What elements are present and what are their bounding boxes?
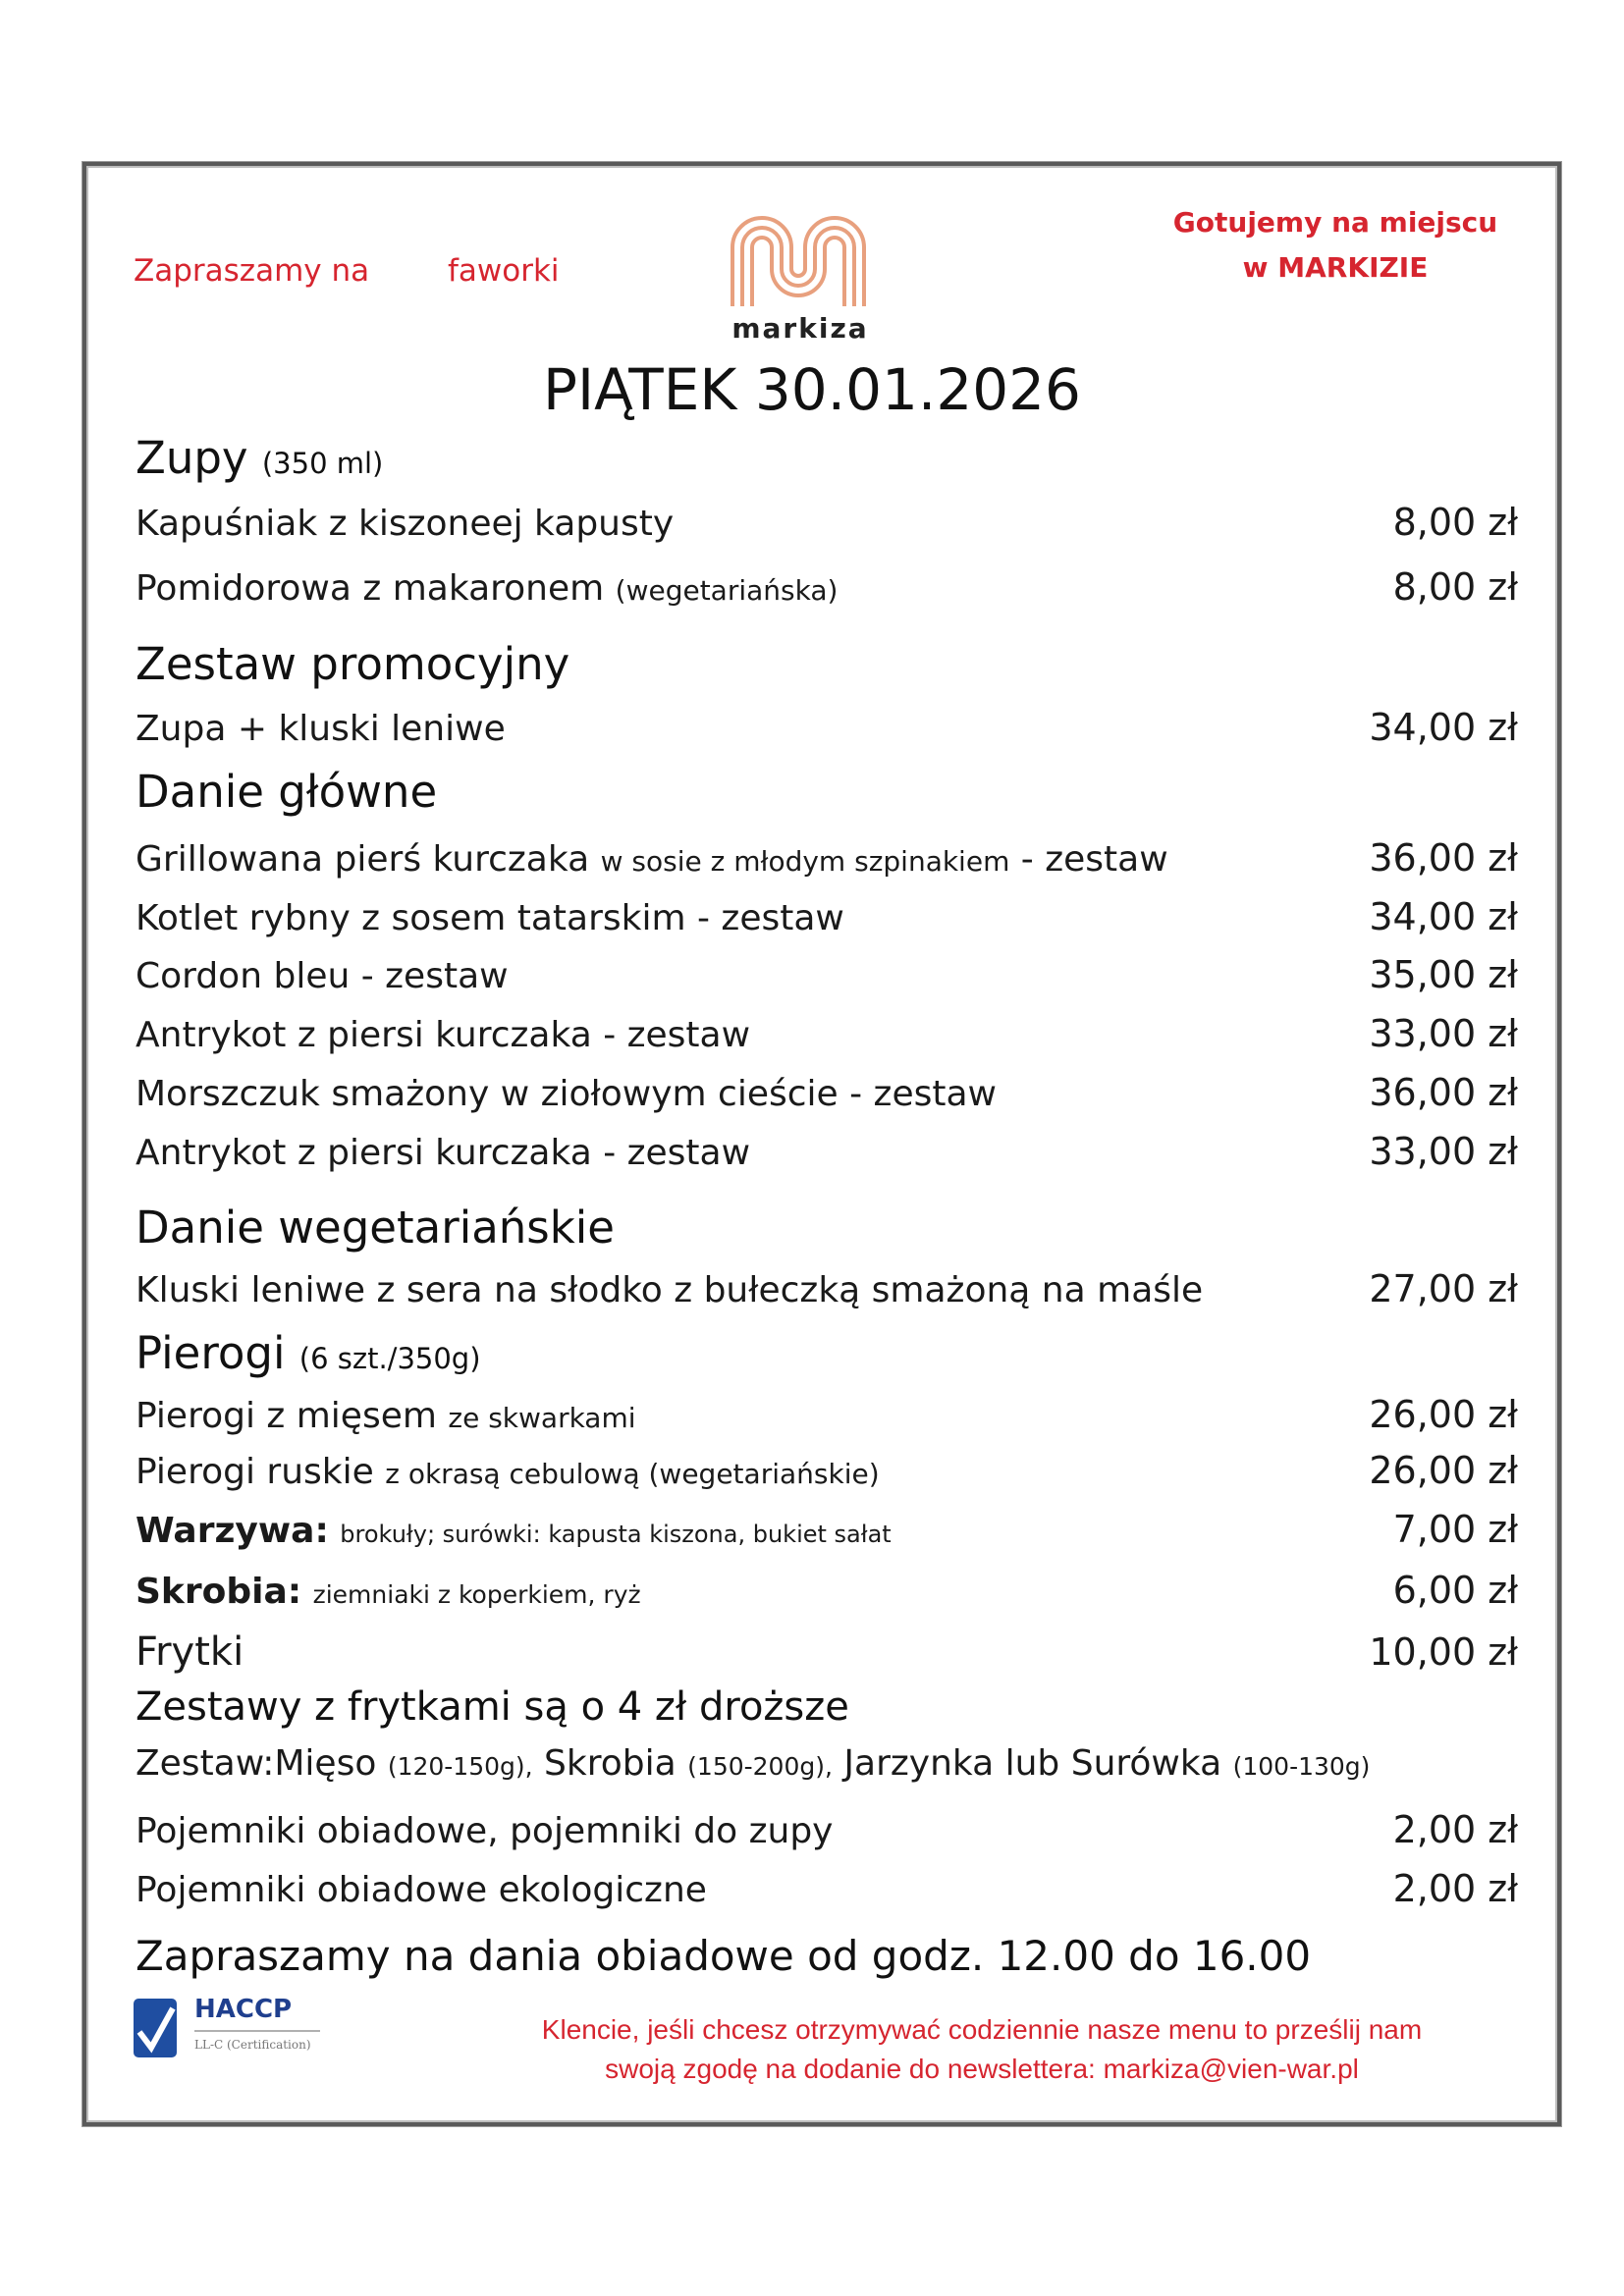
item-detail: brokuły; surówki: kapusta kiszona, bukiet sałat bbox=[340, 1521, 892, 1548]
item-price: 6,00 zł bbox=[1392, 1569, 1518, 1612]
heading-label: Zupy bbox=[135, 432, 248, 484]
item-name bbox=[135, 1452, 880, 1492]
promo-item-text: faworki bbox=[448, 253, 560, 289]
item-detail: w sosie z młodym szpinakiem bbox=[600, 845, 1010, 878]
heading-note: (6 szt./350g) bbox=[298, 1342, 481, 1375]
menu-item bbox=[135, 1130, 1518, 1179]
menu-item bbox=[135, 565, 1518, 614]
set-meat-weight: (120-150g), bbox=[387, 1752, 533, 1781]
item-detail: ziemniaki z koperkiem, ryż bbox=[312, 1580, 641, 1609]
item-name bbox=[135, 839, 1168, 880]
promo-right-line2: w MARKIZIE bbox=[1242, 251, 1429, 284]
item-price: 36,00 zł bbox=[1369, 836, 1518, 880]
menu-item bbox=[135, 1071, 1518, 1120]
item-price: 35,00 zł bbox=[1369, 953, 1518, 996]
newsletter-notice bbox=[442, 2010, 1522, 2089]
menu-item bbox=[135, 706, 1518, 755]
haccp-subtitle: LL-C (Certification) bbox=[194, 2038, 311, 2052]
haccp-badge bbox=[134, 1995, 330, 2063]
promo-right-line1: Gotujemy na miejscu bbox=[1172, 206, 1498, 239]
menu-item bbox=[135, 1267, 1518, 1316]
haccp-title: HACCP bbox=[194, 1995, 293, 2024]
heading-label: Pierogi bbox=[135, 1327, 286, 1379]
item-name-main: Skrobia: bbox=[135, 1572, 302, 1612]
markiza-logo-icon bbox=[725, 208, 872, 306]
set-starch-weight: (150-200g), bbox=[687, 1752, 833, 1781]
item-name: Frytki bbox=[135, 1629, 244, 1675]
checkmark-icon bbox=[134, 1999, 177, 2057]
promo-right-text bbox=[1159, 200, 1512, 291]
haccp-divider bbox=[194, 2030, 320, 2032]
menu-item bbox=[135, 1012, 1518, 1061]
item-price: 2,00 zł bbox=[1392, 1867, 1518, 1910]
set-veg: Jarzynka lub Surówka bbox=[843, 1743, 1222, 1784]
item-name: Zupa + kluski leniwe bbox=[135, 709, 506, 749]
menu-item bbox=[135, 1569, 1518, 1618]
menu-item bbox=[135, 1393, 1518, 1442]
item-price: 34,00 zł bbox=[1369, 895, 1518, 938]
item-price: 10,00 zł bbox=[1369, 1630, 1518, 1674]
item-detail: ze skwarkami bbox=[448, 1402, 636, 1434]
menu-item bbox=[135, 895, 1518, 944]
item-price: 36,00 zł bbox=[1369, 1071, 1518, 1114]
item-name bbox=[135, 568, 838, 609]
container-item bbox=[135, 1867, 1518, 1916]
menu-item bbox=[135, 1508, 1518, 1557]
set-composition bbox=[135, 1743, 1370, 1784]
container-item bbox=[135, 1808, 1518, 1857]
item-price: 8,00 zł bbox=[1392, 565, 1518, 609]
brand-name: markiza bbox=[731, 312, 869, 345]
item-name: Kluski leniwe z sera na słodko z bułeczką smażoną na maśle bbox=[135, 1270, 1204, 1310]
menu-item bbox=[135, 501, 1518, 550]
item-price: 33,00 zł bbox=[1369, 1130, 1518, 1173]
item-price: 8,00 zł bbox=[1392, 501, 1518, 544]
item-price: 27,00 zł bbox=[1369, 1267, 1518, 1310]
section-heading-danie-wegetarianskie: Danie wegetariańskie bbox=[135, 1201, 615, 1254]
item-name bbox=[135, 1396, 636, 1436]
item-name: Cordon bleu - zestaw bbox=[135, 956, 509, 996]
item-detail: z okrasą cebulową (wegetariańskie) bbox=[385, 1458, 880, 1490]
item-price: 7,00 zł bbox=[1392, 1508, 1518, 1551]
page-title: PIĄTEK 30.01.2026 bbox=[543, 356, 1081, 423]
menu-item bbox=[135, 953, 1518, 1002]
menu-item bbox=[135, 1629, 1518, 1679]
item-name-main: Pierogi ruskie bbox=[135, 1452, 374, 1492]
item-name: Antrykot z piersi kurczaka - zestaw bbox=[135, 1133, 751, 1173]
newsletter-line2[interactable]: swoją zgodę na dodanie do newslettera: markiza@vien-war.pl bbox=[605, 2054, 1359, 2084]
item-detail: (wegetariańska) bbox=[615, 574, 839, 607]
item-name: Pojemniki obiadowe, pojemniki do zupy bbox=[135, 1811, 834, 1851]
menu-item bbox=[135, 836, 1518, 885]
section-heading-danie-glowne: Danie główne bbox=[135, 766, 438, 818]
item-name-main: Pierogi z mięsem bbox=[135, 1396, 437, 1436]
item-price: 2,00 zł bbox=[1392, 1808, 1518, 1851]
item-price: 26,00 zł bbox=[1369, 1449, 1518, 1492]
item-name: Morszczuk smażony w ziołowym cieście - zestaw bbox=[135, 1074, 997, 1114]
item-price: 33,00 zł bbox=[1369, 1012, 1518, 1055]
set-meat: Mięso bbox=[274, 1743, 377, 1784]
newsletter-line1: Klencie, jeśli chcesz otrzymywać codziennie nasze menu to prześlij nam bbox=[541, 2014, 1423, 2045]
item-price: 34,00 zł bbox=[1369, 706, 1518, 749]
opening-hours: Zapraszamy na dania obiadowe od godz. 12.00 do 16.00 bbox=[135, 1932, 1312, 1980]
item-name bbox=[135, 1572, 641, 1612]
item-name-main: Warzywa: bbox=[135, 1511, 329, 1551]
fries-note: Zestawy z frytkami są o 4 zł droższe bbox=[135, 1684, 849, 1730]
item-name-main: Pomidorowa z makaronem bbox=[135, 568, 605, 609]
set-starch: Skrobia bbox=[544, 1743, 677, 1784]
item-name: Kapuśniak z kiszoneej kapusty bbox=[135, 504, 675, 544]
item-name-main: Grillowana pierś kurczaka bbox=[135, 839, 590, 880]
item-name: Pojemniki obiadowe ekologiczne bbox=[135, 1870, 707, 1910]
item-suffix: - zestaw bbox=[1020, 839, 1168, 880]
section-heading-zestaw-promocyjny: Zestaw promocyjny bbox=[135, 638, 570, 690]
menu-item bbox=[135, 1449, 1518, 1498]
set-label: Zestaw: bbox=[135, 1743, 275, 1784]
item-name bbox=[135, 1511, 892, 1551]
promo-left-text: Zapraszamy na bbox=[134, 253, 370, 289]
item-name: Antrykot z piersi kurczaka - zestaw bbox=[135, 1015, 751, 1055]
item-price: 26,00 zł bbox=[1369, 1393, 1518, 1436]
section-heading-zupy bbox=[135, 432, 383, 484]
item-name: Kotlet rybny z sosem tatarskim - zestaw bbox=[135, 898, 844, 938]
heading-note: (350 ml) bbox=[261, 447, 384, 480]
section-heading-pierogi bbox=[135, 1327, 481, 1379]
set-veg-weight: (100-130g) bbox=[1232, 1752, 1371, 1781]
